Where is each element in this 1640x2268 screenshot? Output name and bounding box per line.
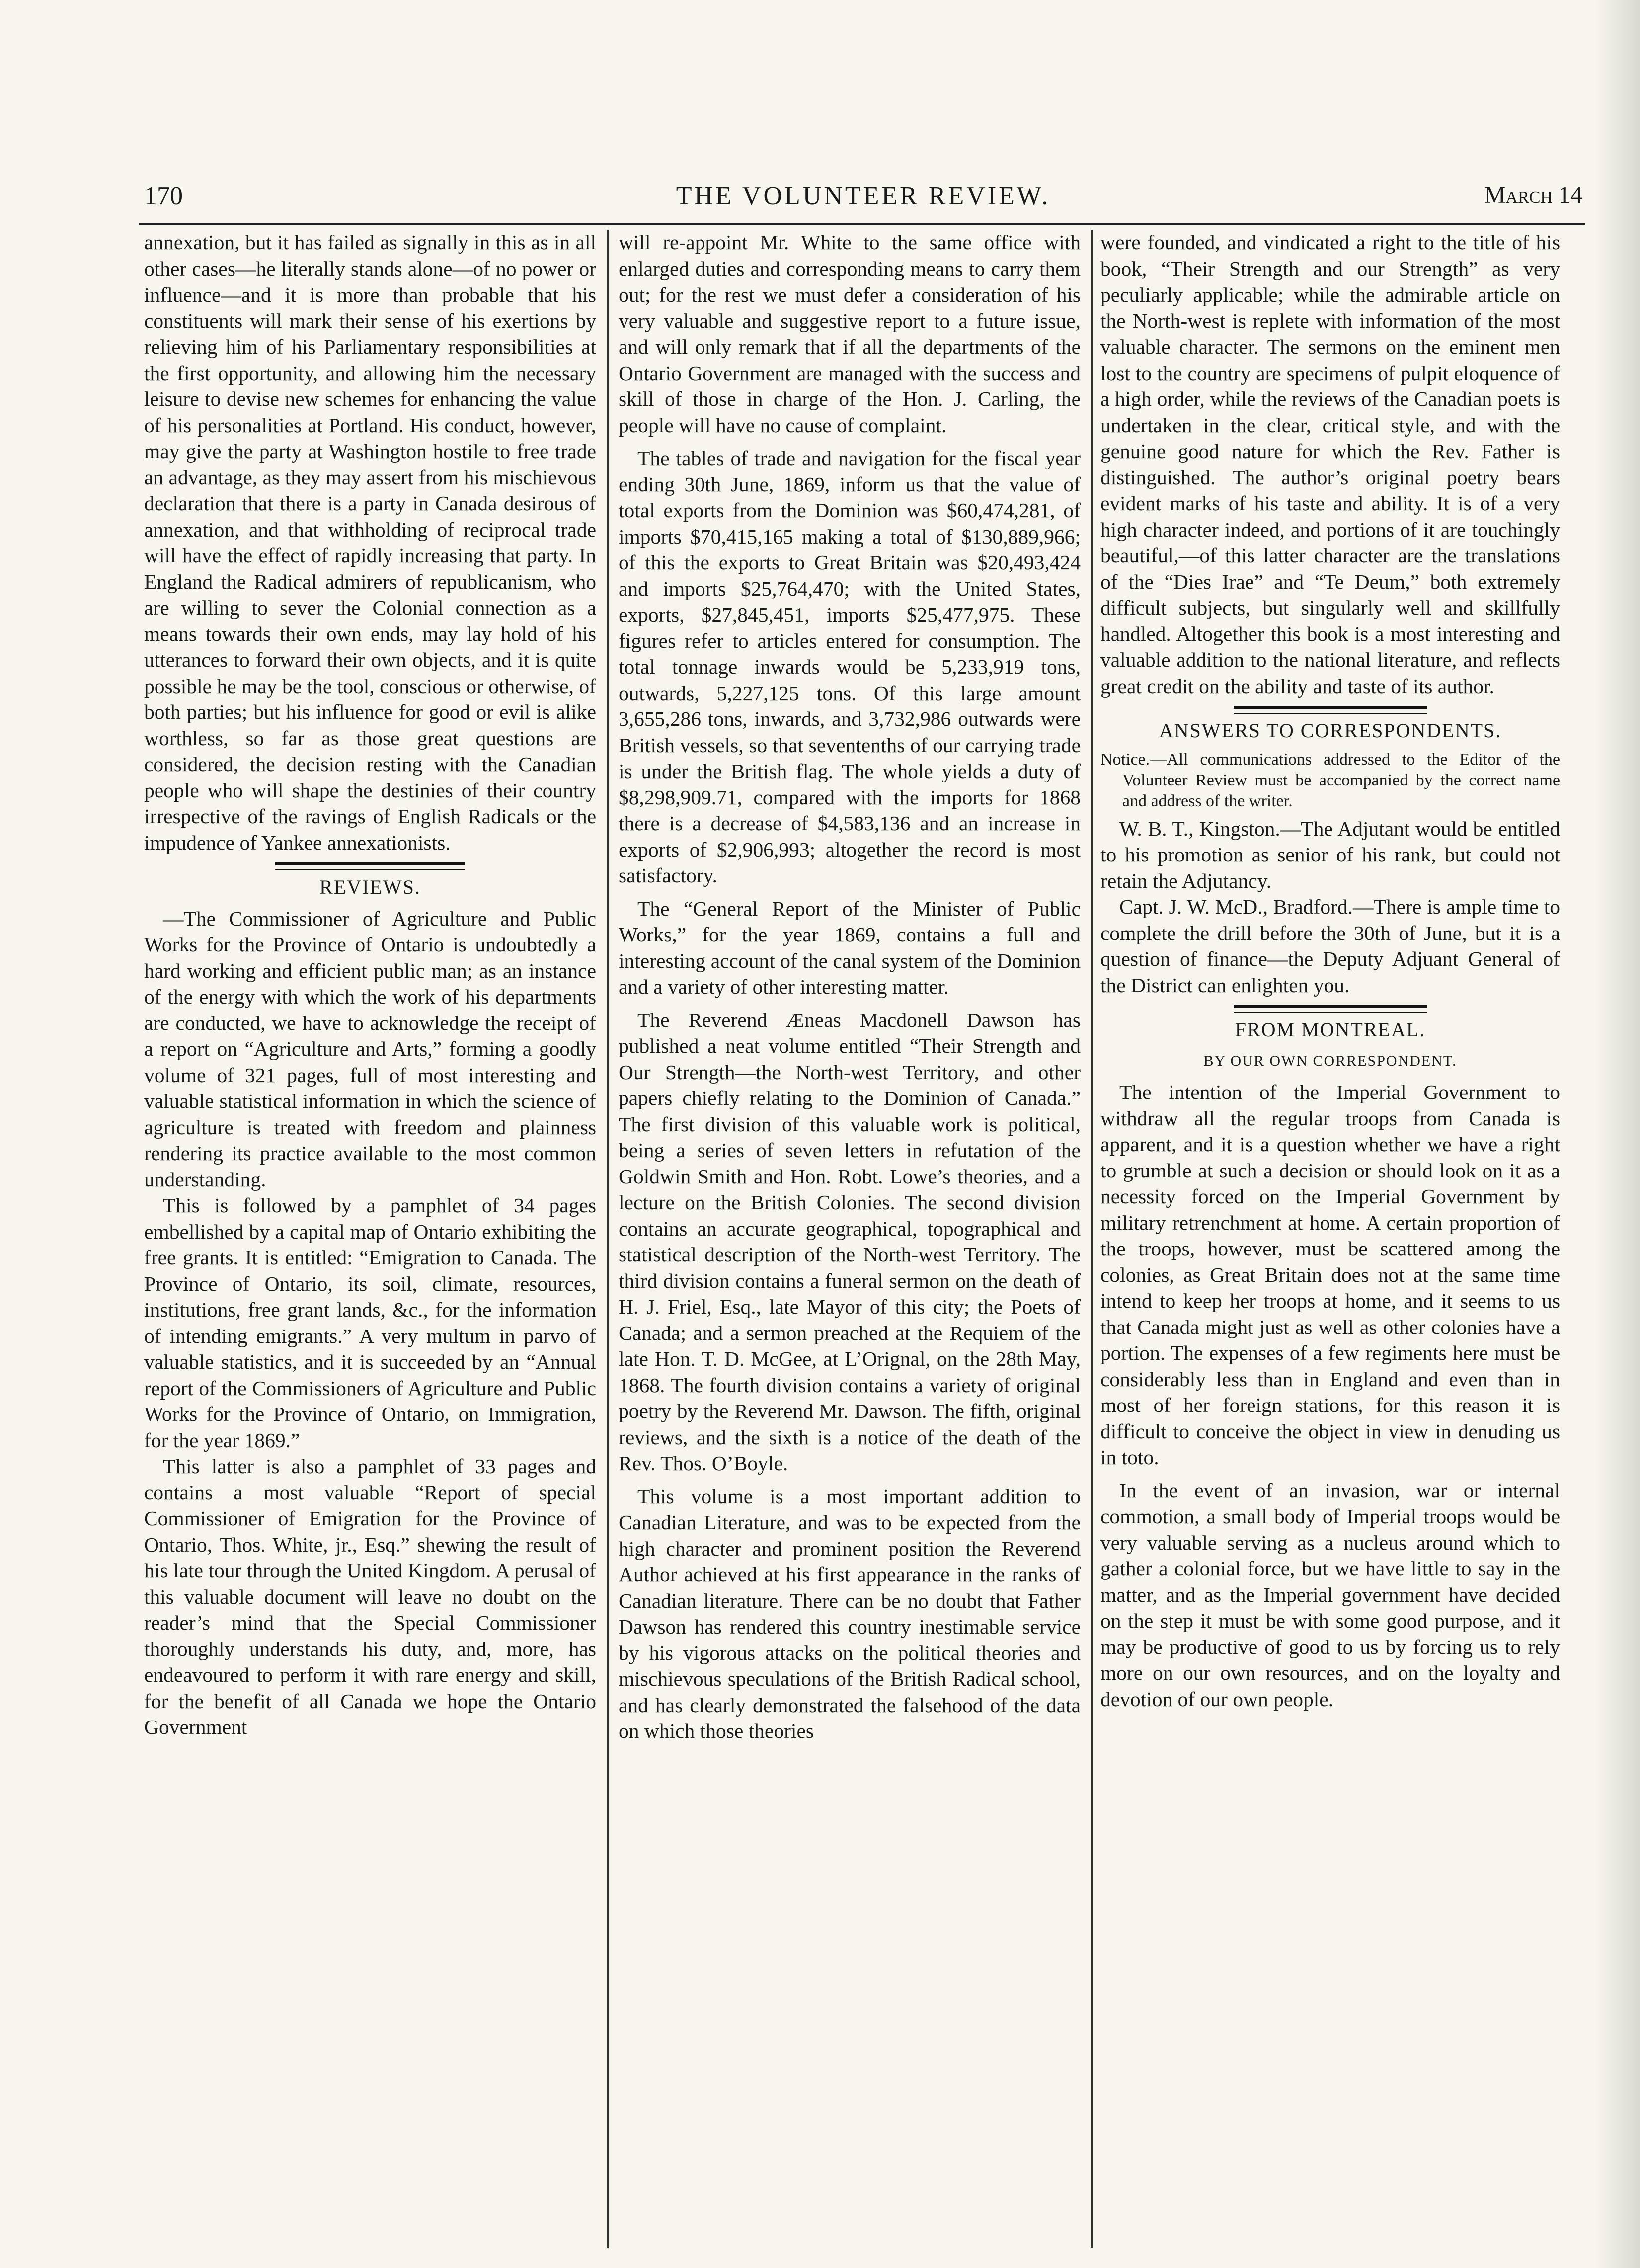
review-paragraph: This is followed by a pamphlet of 34 pages embellished by a capital map of Ontario exhibiting the free grants. It is entitled: “Emigration to Canada. The Province of Ontario, its soil, climate, resources, institutions, free grant lands, &c., for the information of intending emigrants.” A very multum in parvo of valuable statistics, and it is succeeded by an “Annual report of the Commissioners of Agriculture and Public Works for the Province of Ontario, on Immigration, for the year 1869.” [144, 1194, 596, 1452]
dawson-paragraph: were founded, and vindicated a right to the title of his book, “Their Strength and our Strength” as very peculiarly applicable; while the admirable article on the North-west is replete with information of the most valuable character. The sermons on the eminent men lost to the country are specimens of pulpit eloquence of a high order, while the reviews of the Canadian poets is undertaken in the clear, critical style, and with the genuine good nature for which the Rev. Father is distinguished. The author’s original poetry bears evident marks of his taste and ability. It is of a very high character indeed, and portions of it are touchingly beautiful,—of this latter character are the translations of the “Dies Irae” and “Te Deum,” both extremely difficult subjects, but singularly well and skillfully handled. Altogether this book is a most interesting and valuable addition to the national literature, and reflects great credit on the ability and taste of its author. [1100, 231, 1560, 698]
dawson-paragraph: The Reverend Æneas Macdonell Dawson has published a neat volume entitled “Their Strength and Our Strength—the North-west Territory, and other papers chiefly relating to the Dominion of Canada.” The first division of this valuable work is political, being a series of seven letters in refutation of the Goldwin Smith and Hon. Robt. Lowe’s theories, and a lecture on the British Colonies. The second division contains an accurate geographical, topographical and statistical description of the North-west Territory. The third division contains a funeral sermon on the death of H. J. Friel, Esq., late Mayor of this city; the Poets of Canada; and a sermon preached at the Requiem of the late Hon. T. D. McGee, at L’Orignal, on the 28th May, 1868. The fourth division contains a variety of original poetry by the Reverend Mr. Dawson. The fifth, original reviews, and the sixth is a notice of the death of the Rev. Thos. O’Boyle. [619, 1008, 1081, 1475]
column-1 [144, 230, 596, 2248]
journal-title: THE VOLUNTEER REVIEW. [676, 182, 1051, 210]
montreal-paragraph: The intention of the Imperial Government to withdraw all the regular troops from Canada is apparent, and it is a question whether we have a right to grumble at such a decision or should look on it as a necessity forced on the Imperial Government by military retrenchment at home. A certain proportion of the troops, however, must be scattered among the colonies, as Great Britain does not at the same time intend to keep her troops at home, and it seems to us that Canada might just as well as other colonies have a portion. The expenses of a few regiments here must be considerably less than in England and even than in most of her foreign stations, for this reason it is difficult to conceive the object in view in denuding us in toto. [1100, 1081, 1560, 1469]
answers-heading: ANSWERS TO CORRESPONDENTS. [1159, 719, 1502, 742]
column-divider [1091, 230, 1093, 2248]
page-header [144, 181, 1582, 221]
trade-paragraph: The tables of trade and navigation for the fiscal year ending 30th June, 1869, inform us that the value of total exports from the Dominion was $60,474,281, of imports $70,415,165 making a total of $130,889,966; of this the exports to Great Britain was $20,493,424 and imports $25,764,470; with the United States, exports, $27,845,451, imports $25,477,975. These figures refer to articles entered for consumption. The total tonnage inwards would be 5,233,919 tons, outwards, 5,227,125 tons. Of this large amount 3,655,286 tons, inwards, and 3,732,986 outwards were British vessels, so that seventenths of our carrying trade is under the British flag. The whole yields a duty of $8,298,909.71, compared with the imports for 1868 there is a decrease of $4,583,136 and an increase in exports of $2,906,993; altogether the record is most satisfactory. [619, 447, 1081, 887]
answer-paragraph: Capt. J. W. McD., Bradford.—There is ample time to complete the drill before the 30th of June, but it is a question of finance—the Deputy Adjuant General of the District can enlighten you. [1100, 895, 1560, 997]
page-edge [1595, 0, 1640, 2268]
montreal-heading: FROM MONTREAL. [1235, 1018, 1426, 1041]
review-paragraph: This latter is also a pamphlet of 33 pages and contains a most valuable “Report of special Commissioner of Emigration for the Province of Ontario, Thos. White, jr., Esq.” shewing the result of his late tour through the United Kingdom. A perusal of this valuable document will leave no doubt on the reader’s mind that the Special Commissioner thoroughly understands his duty, and, more, has endeavoured to perform it with rare energy and skill, for the benefit of all Canada we hope the Ontario Government [144, 1455, 596, 1738]
header-rule [139, 223, 1585, 225]
column-divider [607, 230, 609, 2248]
section-divider [275, 862, 465, 870]
annexation-paragraph: annexation, but it has failed as signally in this as in all other cases—he literally stands alone—of no power or influence—and it is more than probable that his constituents will mark their sense of his exertions by relieving him of his Parliamentary responsibilities at the first opportunity, and allowing him the necessary leisure to devise new schemes for enhancing the value of his personalities at Portland. His conduct, however, may give the party at Washington hostile to free trade an advantage, as they may assert from his mischievous declaration that there is a party in Canada desirous of annexation, and that withholding of reciprocal trade will have the effect of rapidly increasing that party. In England the Radical admirers of republicanism, who are willing to sever the Colonial connection as a means towards their own ends, may lay hold of his utterances to forward their own objects, and it is quite possible he may be the tool, conscious or otherwise, of both parties; but his influence for good or evil is alike worthless, so far as those great questions are considered, the decision resting with the Canadian people who will shape the destinies of their country irrespective of the ravings of English Radicals or the impudence of Yankee annexationists. [144, 231, 596, 854]
review-paragraph: will re-appoint Mr. White to the same office with enlarged duties and corresponding means to carry them out; for the rest we must defer a consideration of his very valuable and suggestive report to a future issue, and will only remark that if all the departments of the Ontario Government are managed with the success and skill of those in charge of the Hon. J. Carling, the people will have no cause of complaint. [619, 231, 1081, 437]
byline: BY OUR OWN CORRESPONDENT. [1203, 1052, 1457, 1069]
notice-paragraph: Notice.—All communications addressed to the Editor of the Volunteer Review must be accompanied by the correct name and address of the writer. [1100, 750, 1560, 810]
answer-paragraph: W. B. T., Kingston.—The Adjutant would be entitled to his promotion as senior of his rank, but could not retain the Adjutancy. [1100, 817, 1560, 892]
column-2 [619, 230, 1081, 2248]
column-3 [1100, 230, 1560, 2248]
section-divider [1234, 1005, 1427, 1013]
section-divider [1234, 706, 1427, 714]
dawson-paragraph: This volume is a most important addition to Canadian Literature, and was to be expected from the high character and prominent position the Reverend Author achieved at his first appearance in the ranks of Canadian literature. There can be no doubt that Father Dawson has rendered this country inestimable service by his vigorous attacks on the political theories and mischievous speculations of the British Radical school, and has clearly demonstrated the falsehood of the data on which those theories [619, 1485, 1081, 1742]
public-works-paragraph: The “General Report of the Minister of Public Works,” for the year 1869, contains a full and interesting account of the canal system of the Dominion and a variety of other interesting matter. [619, 897, 1081, 998]
reviews-heading: REVIEWS. [319, 876, 421, 898]
montreal-paragraph: In the event of an invasion, war or internal commotion, a small body of Imperial troops would be very valuable serving as a nucleus around which to gather a colonial force, but we have little to say in the matter, and as the Imperial government have decided on the step it must be with some good purpose, and it may be productive of good to us by forcing us to rely more on our own resources, and on the loyalty and devotion of our own people. [1100, 1479, 1560, 1711]
review-paragraph: —The Commissioner of Agriculture and Public Works for the Province of Ontario is undoubtedly a hard working and efficient public man; as an instance of the energy with which the work of his departments are conducted, we have to acknowledge the receipt of a report on “Agriculture and Arts,” forming a goodly volume of 321 pages, full of most interesting and valuable statistical information in which the science of agriculture is treated with freedom and plainness rendering its practice available to the most common understanding. [144, 907, 596, 1191]
page-number: 170 [144, 182, 183, 210]
issue-date: March 14 [1484, 182, 1582, 208]
